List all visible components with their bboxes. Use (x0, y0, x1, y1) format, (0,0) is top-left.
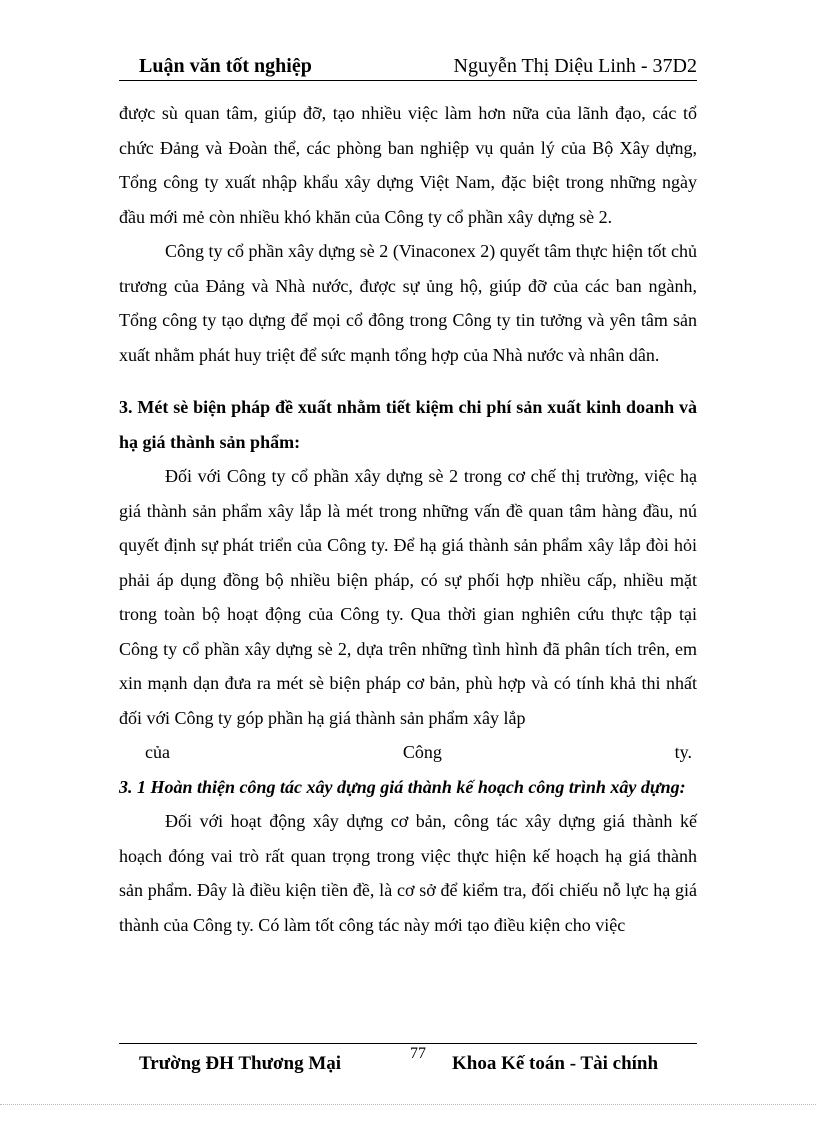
tail-word-3: ty. (674, 742, 692, 762)
body-text (119, 96, 697, 942)
paragraph-1: được sù quan tâm, giúp đỡ, tạo nhiều việc làm hơn nữa của lãnh đạo, các tổ chức Đảng và Đoàn thể, các phòng ban nghiệp vụ quản lý của Bộ Xây dựng, Tổng công ty xuất nhập khẩu xây dựng Việt Nam, đặc biệt trong những ngày đầu mới mẻ còn nhiều khó khăn của Công ty cổ phần xây dựng sè 2. (119, 103, 697, 227)
paragraph-3: Đối với Công ty cổ phần xây dựng sè 2 trong cơ chế thị trường, việc hạ giá thành sản phẩm xây lắp là mét trong những vấn đề quan tâm hàng đầu, nú quyết định sự phát triển của Công ty. Để hạ giá thành sản phẩm xây lắp đòi hỏi phải áp dụng đồng bộ nhiều biện pháp, có sự phối hợp nhiều cấp, nhiều mặt trong toàn bộ hoạt động của Công ty. Qua thời gian nghiên cứu thực tập tại Công ty cổ phần xây dựng sè 2, dựa trên những tình hình đã phân tích trên, em xin mạnh dạn đưa ra mét sè biện pháp cơ bản, phù hợp và có tính khả thi nhất đối với Công ty góp phần hạ giá thành sản phẩm xây lắp (119, 466, 697, 728)
header-author: Nguyễn Thị Diệu Linh - 37D2 (453, 55, 697, 77)
footer-university: Trường ĐH Thương Mại (139, 1053, 342, 1074)
tail-word-2: Công (402, 742, 442, 762)
page-header (119, 50, 697, 81)
footer-faculty: Khoa Kế toán - Tài chính (452, 1053, 659, 1074)
page-bottom-divider (0, 1104, 816, 1105)
paragraph-4: Đối với hoạt động xây dựng cơ bản, công tác xây dựng giá thành kế hoạch đóng vai trò rất quan trọng trong việc thực hiện kế hoạch hạ giá thành sản phẩm. Đây là điều kiện tiền đề, là cơ sở để kiểm tra, đối chiếu nỗ lực hạ giá thành của Công ty. Có làm tốt công tác này mới tạo điều kiện cho việc (119, 811, 697, 935)
subsection-heading-3-1: 3. 1 Hoàn thiện công tác xây dựng giá thành kế hoạch công trình xây dựng: (119, 776, 686, 797)
page-footer (119, 1043, 697, 1084)
paragraph-3-tail (119, 735, 697, 770)
page-number: 77 (410, 1045, 426, 1062)
header-thesis-label: Luận văn tốt nghiệp (139, 55, 312, 77)
tail-word-1: của (145, 742, 170, 762)
paragraph-2: Công ty cổ phần xây dựng sè 2 (Vinaconex 2) quyết tâm thực hiện tốt chủ trương của Đảng và Nhà nước, được sự ủng hộ, giúp đỡ của các ban ngành, Tổng công ty tạo dựng để mọi cổ đông trong Công ty tin tưởng và yên tâm sản xuất nhằm phát huy triệt để sức mạnh tổng hợp của Nhà nước và nhân dân. (119, 241, 697, 365)
spacer (119, 372, 697, 390)
section-heading-3: 3. Mét sè biện pháp đề xuất nhằm tiết kiệm chi phí sản xuất kinh doanh và hạ giá thành sản phẩm: (119, 397, 697, 452)
